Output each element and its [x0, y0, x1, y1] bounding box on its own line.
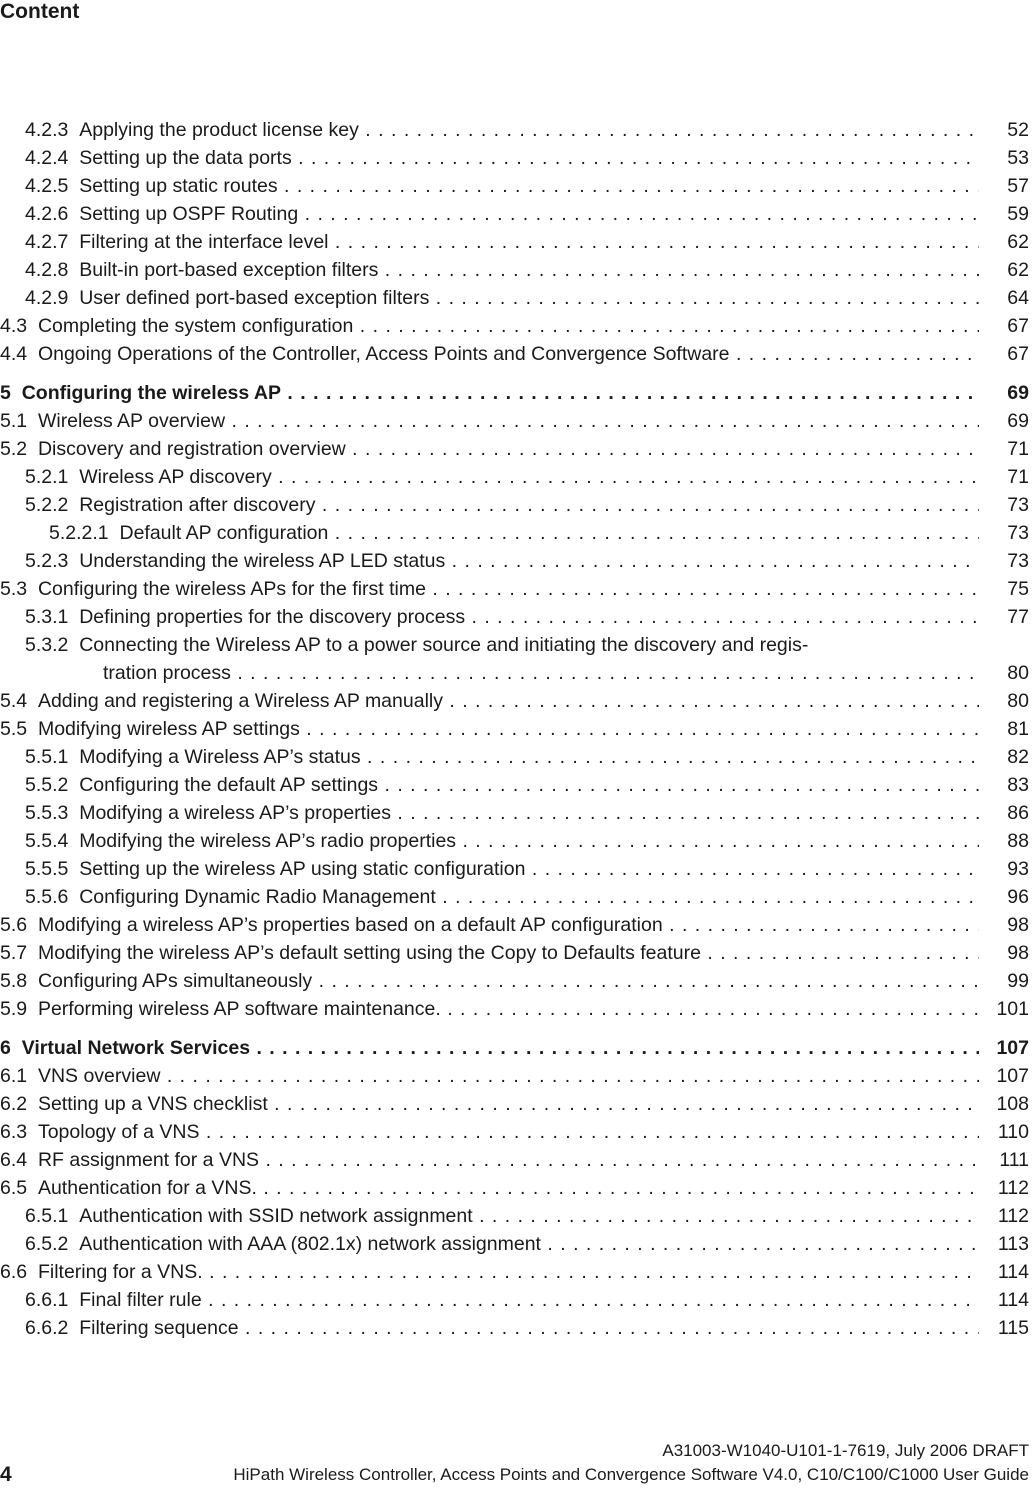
- toc-entry-title: [25, 603, 979, 631]
- toc-entry-title: [0, 911, 979, 939]
- toc-entry[interactable]: [0, 1034, 1032, 1062]
- toc-entry-number: 5.5.2: [25, 774, 69, 796]
- toc-entry-page: 101: [996, 998, 1029, 1020]
- toc-entry-title: [0, 687, 979, 715]
- toc-entry-title-text: Modifying a Wireless AP’s status: [79, 746, 361, 768]
- toc-entry-title: [0, 435, 979, 463]
- toc-entry-number: 4.2.9: [25, 287, 69, 309]
- toc-entry-title: [0, 1090, 979, 1118]
- toc-entry-page: 112: [997, 1177, 1029, 1199]
- toc-entry[interactable]: [0, 799, 1032, 827]
- toc-entry[interactable]: [0, 1314, 1032, 1342]
- toc-entry-page: 110: [997, 1121, 1029, 1143]
- document-code: A31003-W1040-U101-1-7619, July 2006 DRAFT: [662, 1441, 1029, 1460]
- toc-entry-page: 67: [1007, 315, 1029, 337]
- toc-entry-title: [0, 1118, 979, 1146]
- document-title: HiPath Wireless Controller, Access Points and Convergence Software V4.0, C10/C100/C1000 User Guide: [233, 1465, 1029, 1484]
- toc-entry-title: [25, 771, 979, 799]
- toc-entry-page: 86: [1007, 802, 1029, 824]
- toc-entry-continuation[interactable]: [0, 659, 1032, 687]
- toc-entry-page: 113: [997, 1233, 1029, 1255]
- page-number: 4: [0, 1463, 12, 1486]
- toc-entry-number: 5.1: [0, 410, 28, 432]
- toc-entry-page: 114: [997, 1289, 1029, 1311]
- toc-entry-page: 80: [1007, 662, 1029, 684]
- toc-entry-number: 5.7: [0, 942, 28, 964]
- toc-entry[interactable]: [0, 1118, 1032, 1146]
- toc-entry[interactable]: [0, 172, 1032, 200]
- toc-entry-title-text: Filtering sequence: [79, 1317, 239, 1339]
- toc-entry-page: 108: [996, 1093, 1029, 1115]
- toc-entry[interactable]: [0, 967, 1032, 995]
- toc-entry-line: [25, 631, 808, 659]
- toc-entry[interactable]: [0, 312, 1032, 340]
- toc-entry-number: 5.9: [0, 998, 28, 1020]
- toc-entry-title: [25, 463, 979, 491]
- toc-entry-number: 5.2.2: [25, 494, 69, 516]
- toc-entry-title: [0, 379, 979, 407]
- toc-entry-page: 115: [997, 1317, 1029, 1339]
- toc-entry-title: [25, 883, 979, 911]
- toc-entry-page: 57: [1007, 175, 1029, 197]
- toc-entry-page: 82: [1007, 746, 1029, 768]
- toc-entry-number: 4.2.8: [25, 259, 69, 281]
- toc-entry[interactable]: [0, 491, 1032, 519]
- toc-entry-page: 111: [999, 1149, 1029, 1171]
- toc-entry-title: [25, 743, 979, 771]
- toc-entry-title-text: Configuring the default AP settings: [79, 774, 379, 796]
- toc-entry-page: 52: [1007, 119, 1029, 141]
- toc-entry-page: 83: [1007, 774, 1029, 796]
- toc-entry-title: [103, 659, 979, 687]
- toc-entry-title-text: Modifying a wireless AP’s properties based on a default AP configuration: [37, 914, 663, 936]
- toc-entry[interactable]: [0, 547, 1032, 575]
- toc-entry-number: 5.2.3: [25, 550, 69, 572]
- toc-entry[interactable]: [0, 715, 1032, 743]
- toc-entry[interactable]: [0, 827, 1032, 855]
- toc-entry-page: 69: [1007, 410, 1029, 432]
- toc-entry-number: 4.2.3: [25, 119, 69, 141]
- toc-entry[interactable]: [0, 1258, 1032, 1286]
- toc-entry-title: [0, 967, 979, 995]
- toc-entry-page: 62: [1007, 231, 1029, 253]
- toc-entry[interactable]: [0, 519, 1032, 547]
- toc-entry-title: [25, 827, 979, 855]
- toc-entry-title: [25, 1286, 979, 1314]
- toc-entry-title: [25, 144, 979, 172]
- toc-entry-number: 6.3: [0, 1121, 28, 1143]
- toc-entry[interactable]: [0, 631, 1032, 659]
- toc-entry-number: 6: [0, 1037, 11, 1059]
- toc-entry-number: 5.5.5: [25, 858, 69, 880]
- toc-entry-number: 6.6: [0, 1261, 28, 1283]
- toc-entry-page: 112: [997, 1205, 1029, 1227]
- toc-entry-title: [0, 715, 979, 743]
- toc-entry-title: [0, 1258, 979, 1286]
- toc-entry-title: [25, 200, 979, 228]
- toc-entry-number: 4.2.4: [25, 147, 69, 169]
- toc-entry-title: [25, 491, 979, 519]
- toc-entry[interactable]: [0, 911, 1032, 939]
- toc-entry-title-text: Virtual Network Services: [21, 1037, 251, 1059]
- toc-entry-title-text: Final filter rule: [79, 1289, 202, 1311]
- toc-entry-number: 5.2: [0, 438, 28, 460]
- toc-entry-title-text: Registration after discovery: [79, 494, 316, 516]
- toc-entry[interactable]: [0, 1090, 1032, 1118]
- toc-entry-page: 73: [1007, 550, 1029, 572]
- toc-entry-page: 73: [1007, 494, 1029, 516]
- toc-entry-page: 71: [1007, 466, 1029, 488]
- toc-entry[interactable]: [0, 144, 1032, 172]
- toc-entry-page: 64: [1007, 287, 1029, 309]
- toc-entry-number: 5.2.1: [25, 466, 69, 488]
- toc-entry-title-text: Completing the system configuration: [37, 315, 354, 337]
- toc-entry-title: [0, 1062, 979, 1090]
- toc-entry-title-text: Configuring Dynamic Radio Management: [79, 886, 436, 908]
- toc-entry[interactable]: [0, 407, 1032, 435]
- toc-entry-page: 107: [996, 1065, 1029, 1087]
- toc-entry-title-text: Built-in port-based exception filters: [79, 259, 379, 281]
- toc-entry-title-text: Setting up a VNS checklist: [37, 1093, 268, 1115]
- toc-entry-title-text: Setting up the data ports: [79, 147, 292, 169]
- toc-entry-number: 6.1: [0, 1065, 28, 1087]
- toc-entry-title: [25, 1230, 979, 1258]
- toc-entry[interactable]: [0, 1146, 1032, 1174]
- toc-entry-number: 6.5.1: [25, 1205, 69, 1227]
- toc-entry-title-text: Modifying the wireless AP’s default setting using the Copy to Defaults feature: [37, 942, 701, 964]
- toc-entry-title: [25, 799, 979, 827]
- toc-entry-page: 80: [1007, 690, 1029, 712]
- toc-entry-title-text: Modifying the wireless AP’s radio properties: [79, 830, 457, 852]
- toc-entry-title-text: Configuring APs simultaneously: [37, 970, 313, 992]
- toc-entry-page: 81: [1007, 718, 1029, 740]
- toc-entry-number: 5.8: [0, 970, 28, 992]
- toc-entry-title: [0, 575, 979, 603]
- page-header: Content: [0, 0, 80, 23]
- toc-entry-page: 99: [1007, 970, 1029, 992]
- toc-entry-title-text: Configuring the wireless APs for the first time: [37, 578, 426, 600]
- toc-entry-title-text: Applying the product license key: [79, 119, 359, 141]
- toc-entry-title-text: VNS overview: [37, 1065, 161, 1087]
- toc-entry-title-text: RF assignment for a VNS: [37, 1149, 260, 1171]
- toc-entry-number: 6.5.2: [25, 1233, 69, 1255]
- toc-entry[interactable]: [0, 340, 1032, 368]
- toc-entry-title: [0, 340, 979, 368]
- toc-entry[interactable]: [0, 379, 1032, 407]
- toc-entry-title-text: User defined port-based exception filters: [79, 287, 430, 309]
- toc-entry[interactable]: [0, 939, 1032, 967]
- toc-entry-title: [25, 1202, 979, 1230]
- toc-entry-title: [0, 1174, 979, 1202]
- toc-entry[interactable]: [0, 603, 1032, 631]
- toc-entry-title: [49, 519, 979, 547]
- toc-entry-title: [25, 855, 979, 883]
- toc-entry[interactable]: [0, 116, 1032, 144]
- toc-entry-number: 5.5.4: [25, 830, 69, 852]
- toc-entry-number: 5.5.6: [25, 886, 69, 908]
- toc-entry[interactable]: [0, 200, 1032, 228]
- toc-entry-title-text: Ongoing Operations of the Controller, Access Points and Convergence Software: [37, 343, 730, 365]
- toc-entry-page: 114: [997, 1261, 1029, 1283]
- toc-entry-number: 4.2.7: [25, 231, 69, 253]
- toc-entry[interactable]: [0, 687, 1032, 715]
- toc-entry[interactable]: [0, 1230, 1032, 1258]
- toc-entry-title: [0, 1034, 979, 1062]
- toc-entry-title: [0, 995, 979, 1023]
- toc-entry[interactable]: [0, 743, 1032, 771]
- toc-entry-title-text: Filtering at the interface level: [79, 231, 329, 253]
- toc-entry-title: [25, 1314, 979, 1342]
- toc-entry-number: 6.4: [0, 1149, 28, 1171]
- toc-entry-page: 73: [1007, 522, 1029, 544]
- toc-entry[interactable]: [0, 855, 1032, 883]
- toc-entry-page: 59: [1007, 203, 1029, 225]
- toc-entry-number: 5.3: [0, 578, 28, 600]
- table-of-contents: [0, 116, 1032, 1342]
- toc-entry-number: 4.4: [0, 343, 28, 365]
- toc-entry[interactable]: [0, 771, 1032, 799]
- toc-entry-number: 5.5.3: [25, 802, 69, 824]
- toc-entry-page: 67: [1007, 343, 1029, 365]
- toc-entry[interactable]: [0, 883, 1032, 911]
- toc-entry-title-text: Setting up OSPF Routing: [79, 203, 299, 225]
- toc-entry-page: 53: [1007, 147, 1029, 169]
- toc-entry-title: [0, 312, 979, 340]
- toc-entry[interactable]: [0, 256, 1032, 284]
- toc-entry-title-text: Defining properties for the discovery process: [79, 606, 466, 628]
- toc-entry-number: 4.3: [0, 315, 28, 337]
- toc-entry-title-text: Setting up static routes: [79, 175, 278, 197]
- toc-entry-title-text: Topology of a VNS: [37, 1121, 200, 1143]
- toc-entry-title: Connecting the Wireless AP to a power source and initiating the discovery and regis-: [79, 634, 809, 656]
- toc-entry-title: [25, 228, 979, 256]
- toc-entry-title: [0, 939, 979, 967]
- toc-entry[interactable]: [0, 575, 1032, 603]
- toc-entry-number: 5.4: [0, 690, 28, 712]
- toc-entry-title-text: Adding and registering a Wireless AP manually: [37, 690, 443, 712]
- toc-entry-number: 4.2.5: [25, 175, 69, 197]
- toc-entry-page: 75: [1007, 578, 1029, 600]
- toc-entry-page: 77: [1007, 606, 1029, 628]
- toc-entry[interactable]: [0, 1202, 1032, 1230]
- toc-entry-number: 5.2.2.1: [49, 522, 109, 544]
- toc-entry-page: 107: [996, 1037, 1029, 1059]
- toc-entry[interactable]: [0, 1174, 1032, 1202]
- toc-entry-page: 69: [1007, 382, 1029, 404]
- toc-entry-title-text: Authentication with AAA (802.1x) network assignment: [79, 1233, 541, 1255]
- toc-entry-number: 5.6: [0, 914, 28, 936]
- toc-entry[interactable]: [0, 463, 1032, 491]
- toc-entry[interactable]: [0, 1286, 1032, 1314]
- toc-entry-title-text: Modifying a wireless AP’s properties: [79, 802, 391, 824]
- toc-entry-title-text: Setting up the wireless AP using static configuration: [79, 858, 526, 880]
- toc-entry-title-text: Filtering for a VNS.: [37, 1261, 203, 1283]
- toc-entry-page: 93: [1007, 858, 1029, 880]
- toc-entry-number: 6.6.1: [25, 1289, 69, 1311]
- toc-entry-title-text: Wireless AP discovery: [79, 466, 272, 488]
- toc-entry-number: 6.2: [0, 1093, 28, 1115]
- toc-entry-title-text: Wireless AP overview: [37, 410, 226, 432]
- toc-entry-title-text: tration process: [103, 662, 231, 684]
- toc-entry-title-text: Modifying wireless AP settings: [37, 718, 300, 740]
- toc-entry-title: [0, 407, 979, 435]
- toc-entry-title-text: Authentication with SSID network assignment: [79, 1205, 473, 1227]
- toc-entry-title-text: Discovery and registration overview: [37, 438, 346, 460]
- toc-entry[interactable]: [0, 1062, 1032, 1090]
- toc-entry-number: 5.3.1: [25, 606, 69, 628]
- toc-entry-title: [25, 284, 979, 312]
- toc-entry-title-text: Authentication for a VNS.: [37, 1177, 257, 1199]
- toc-entry-page: 98: [1007, 914, 1029, 936]
- toc-entry-page: 88: [1007, 830, 1029, 852]
- toc-entry-number: 6.5: [0, 1177, 28, 1199]
- toc-entry-title: [25, 172, 979, 200]
- toc-entry-page: 62: [1007, 259, 1029, 281]
- toc-entry-number: 4.2.6: [25, 203, 69, 225]
- toc-entry-title: [0, 1146, 979, 1174]
- toc-entry-title: [25, 116, 979, 144]
- toc-entry[interactable]: [0, 284, 1032, 312]
- toc-entry-number: 6.6.2: [25, 1317, 69, 1339]
- toc-entry-number: 5.5: [0, 718, 28, 740]
- toc-entry[interactable]: [0, 995, 1032, 1023]
- toc-entry-title-text: Default AP configuration: [119, 522, 329, 544]
- toc-entry-number: 5.5.1: [25, 746, 69, 768]
- toc-entry[interactable]: [0, 228, 1032, 256]
- toc-entry-page: 71: [1007, 438, 1029, 460]
- toc-entry-number: 5: [0, 382, 11, 404]
- toc-entry-title-text: Performing wireless AP software maintenance.: [37, 998, 441, 1020]
- toc-entry-title-text: Understanding the wireless AP LED status: [79, 550, 446, 572]
- toc-entry-title: [25, 256, 979, 284]
- toc-entry-title: [25, 547, 979, 575]
- toc-entry[interactable]: [0, 435, 1032, 463]
- toc-entry-title-text: Configuring the wireless AP: [21, 382, 282, 404]
- toc-entry-page: 98: [1007, 942, 1029, 964]
- toc-entry-number: 5.3.2: [25, 634, 69, 656]
- toc-entry-page: 96: [1007, 886, 1029, 908]
